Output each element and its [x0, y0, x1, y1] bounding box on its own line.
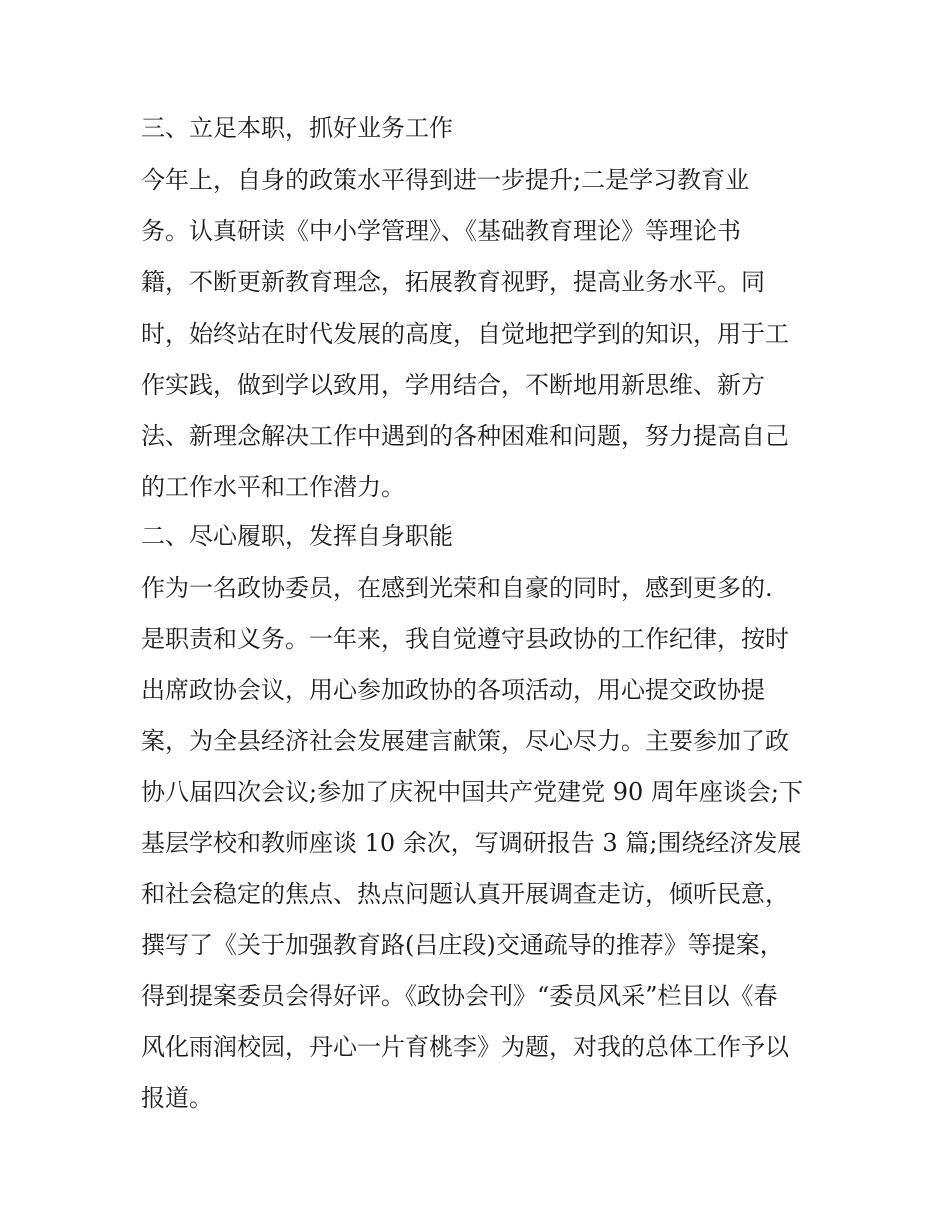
paragraph-line: 和社会稳定的焦点、热点问题认真开展调查走访，倾听民意，	[141, 880, 789, 908]
paragraph-line: 的工作水平和工作潜力。	[141, 473, 405, 501]
paragraph-line: 籍，不断更新教育理念，拓展教育视野，提高业务水平。同	[141, 268, 765, 296]
paragraph-line: 作实践，做到学以致用，学用结合，不断地用新思维、新方	[141, 371, 765, 399]
paragraph-line: 得到提案委员会得好评。《政协会刊》“委员风采”栏目以《春	[141, 982, 778, 1010]
paragraph-line: 出席政协会议，用心参加政协的各项活动，用心提交政协提	[141, 676, 765, 704]
paragraph-line: 案，为全县经济社会发展建言献策，尽心尽力。主要参加了政	[141, 727, 789, 755]
paragraph-line: 务。认真研读《中小学管理》、《基础教育理论》等理论书	[141, 217, 741, 245]
paragraph-line: 基层学校和教师座谈 10 余次，写调研报告 3 篇;围绕经济发展	[141, 829, 802, 857]
paragraph-line: 时，始终站在时代发展的高度，自觉地把学到的知识，用于工	[141, 320, 789, 348]
paragraph-line: 协八届四次会议;参加了庆祝中国共产党建党 90 周年座谈会;下	[141, 778, 803, 806]
section-heading-2: 二、尽心履职，发挥自身职能	[141, 522, 453, 550]
paragraph-line: 是职责和义务。一年来，我自觉遵守县政协的工作纪律，按时	[141, 625, 789, 653]
paragraph-line: 风化雨润校园，丹心一片育桃李》为题，对我的总体工作予以	[141, 1033, 789, 1061]
paragraph-line: 报道。	[141, 1084, 213, 1112]
paragraph-line: 撰写了《关于加强教育路(吕庄段)交通疏导的推荐》等提案，	[141, 931, 784, 959]
paragraph-line: 法、新理念解决工作中遇到的各种困难和问题，努力提高自己	[141, 422, 789, 450]
section-heading-3: 三、立足本职，抓好业务工作	[141, 114, 453, 142]
paragraph-line: 作为一名政协委员，在感到光荣和自豪的同时，感到更多的.	[141, 574, 773, 602]
paragraph-line: 今年上，自身的政策水平得到进一步提升;二是学习教育业	[141, 166, 750, 194]
